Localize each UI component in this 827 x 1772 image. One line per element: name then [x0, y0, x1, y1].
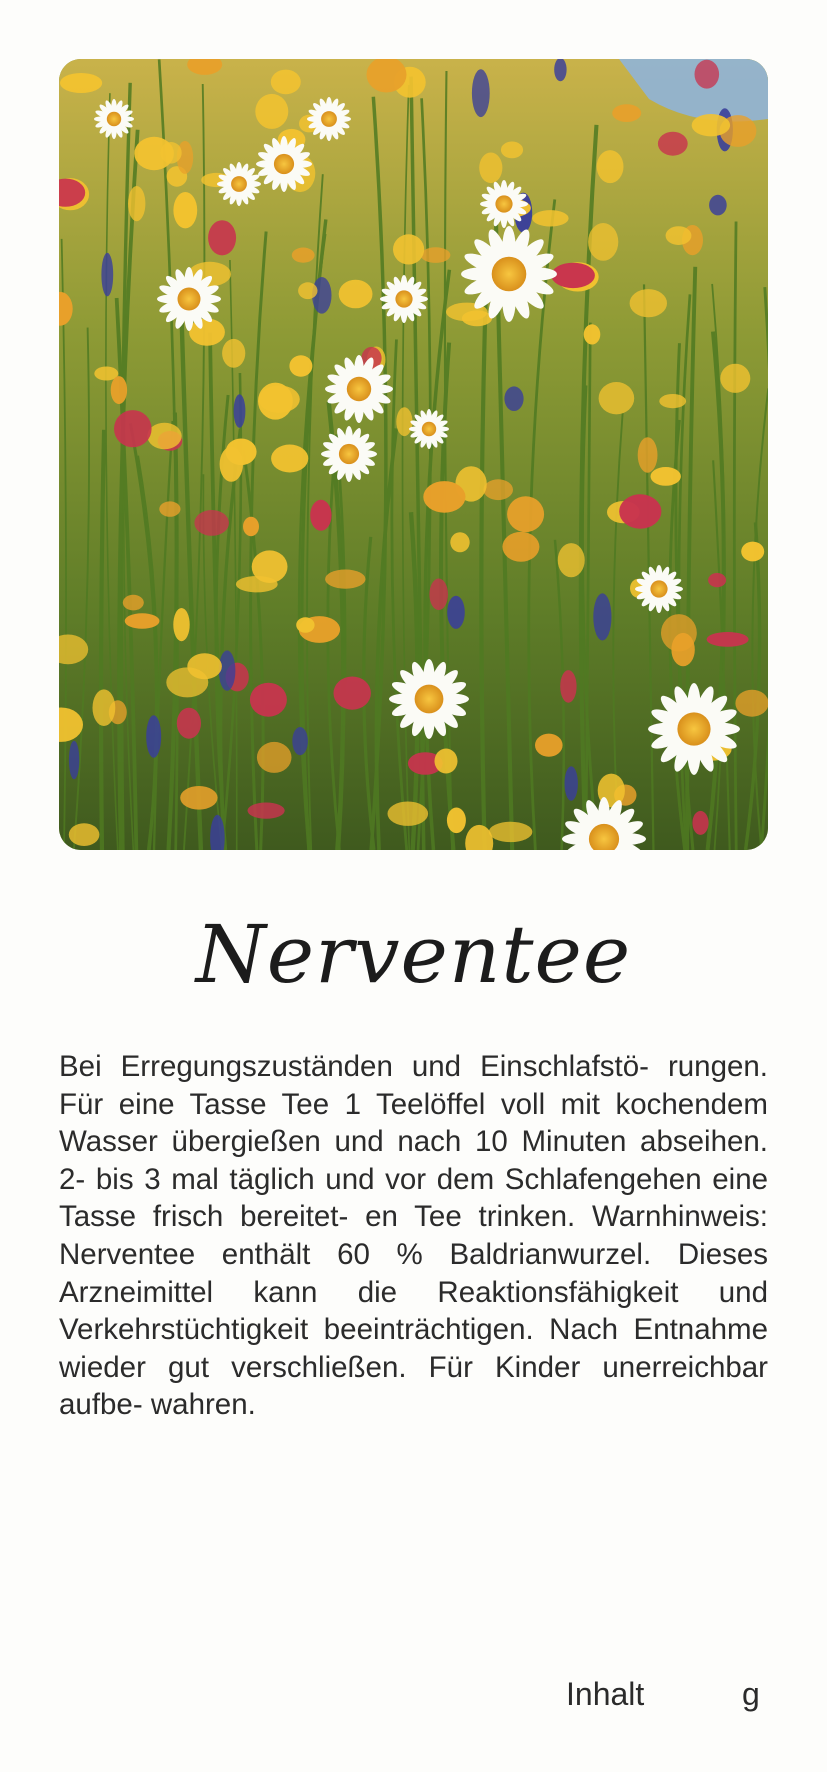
body-line: dem Schlafengehen eine Tasse frisch bereitet-: [59, 1162, 769, 1234]
content-label: Inhalt: [566, 1676, 645, 1712]
body-line: kochendem Wasser übergießen und nach 10: [59, 1087, 768, 1159]
body-line: 60 % Baldrianwurzel. Dieses Arzneimittel kann: [59, 1237, 769, 1309]
wildflower-meadow-photo: [59, 59, 768, 850]
body-line: en Tee trinken. Warnhinweis: Nerventee enthält: [59, 1200, 768, 1271]
usage-instructions: [59, 1048, 768, 1424]
body-line: die Reaktionsfähigkeit und Verkehrstüchtigkeit: [59, 1275, 768, 1347]
meadow-illustration: [59, 59, 768, 850]
body-line: Bei Erregungszuständen und Einschlafstö-: [59, 1050, 649, 1083]
body-line: wahren.: [150, 1388, 256, 1422]
body-line: verschließen. Für Kinder unerreichbar aufbe-: [59, 1350, 768, 1422]
content-unit: g: [742, 1676, 760, 1712]
body-line: beeinträchtigen. Nach Entnahme wieder gut: [59, 1313, 768, 1384]
body-line: rungen. Für eine Tasse Tee 1 Teelöffel voll mit: [59, 1050, 769, 1121]
product-title: Nerventee: [195, 908, 632, 1001]
body-line: Minuten abseihen. 2- bis 3 mal täglich und vor: [59, 1125, 769, 1196]
footer: [0, 1672, 827, 1722]
